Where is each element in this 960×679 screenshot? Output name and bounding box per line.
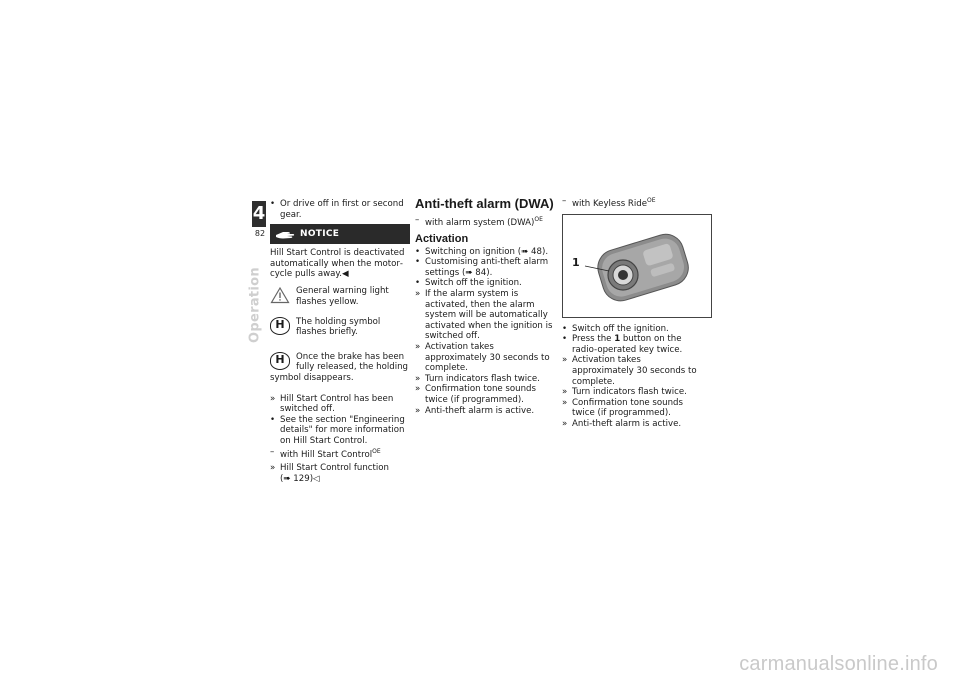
figure-callout: 1 [572,255,580,269]
list-item: • Or drive off in first or second gear. [270,199,404,220]
column-1 [270,199,410,484]
list-item: • Switch off the ignition. [562,323,669,334]
section-title: Anti-theft alarm (DWA) [415,196,554,211]
hand-icon [274,228,296,240]
list-item: • Switch off the ignition. [415,278,522,289]
end-marker-icon: ◀ [341,269,349,280]
chapter-title-vertical [243,267,267,343]
symbol-text-continued: symbol disappears. [270,372,354,383]
symbol-text: The holding symbol flashes briefly. [296,316,381,338]
watermark: carmanualsonline.info [739,653,938,675]
notice-text: Hill Start Control is deactivated automatically when the motorcycle pulls away. [270,248,405,280]
list-item: • Customising anti-theft alarm settings (➠ 84). [415,257,549,278]
key-figure [562,214,712,318]
symbol-row-warning [270,286,410,308]
radio-key-icon [563,215,711,317]
list-item: » Confirmation tone sounds twice (if programmed). [562,397,683,419]
condition-line: – with Hill Start Control$^{OE}$ [270,446,381,460]
list-item: » Activation takes approximately 30 seconds to complete. [562,355,697,387]
list-item: » Turn indicators flash twice. [415,373,540,384]
column-3 [562,196,702,430]
subsection-title: Activation [415,232,469,245]
symbol-text: General warning light flashes yellow. [296,285,389,307]
symbol-text: Once the brake has been fully released, the holding [296,351,408,373]
list-item: • See the section "Engineering details" for more information on Hill Start Control. [270,414,405,446]
notice-label: NOTICE [300,228,340,239]
warning-triangle-icon [270,286,292,308]
page-number: 82 [254,229,266,238]
column-2 [415,196,555,416]
condition-line: – with alarm system (DWA)$^{OE}$ [415,215,543,228]
list-item: » Hill Start Control has been switched off. [270,393,394,415]
list-item: » Activation takes approximately 30 seconds to complete. [415,341,550,374]
chapter-title: Operation [247,267,263,343]
list-item: » Anti-theft alarm is active. [562,418,682,429]
symbol-row-hold [270,317,410,338]
list-item: » Turn indicators flash twice. [562,387,687,398]
list-item: » Confirmation tone sounds twice (if programmed). [415,384,536,405]
symbol-row-hold-release [270,352,410,373]
function-ref: » Hill Start Control function (➠ 129)◁ [270,463,389,484]
condition-line: – with Keyless Ride$^{OE}$ [562,196,656,209]
notice-bar [270,224,410,244]
chapter-number: 4 [252,201,266,227]
hill-hold-icon: H [270,317,290,335]
list-item: • Switching on ignition (➠ 48). [415,246,549,257]
list-item: » If the alarm system is activated, then the alarm system will be automatically activated when the ignition is switched off. [415,288,553,342]
hill-hold-icon: H [270,352,290,370]
list-item: » Anti-theft alarm is active. [415,405,535,416]
list-item: • Press the 1 button on the radio-operated key twice. [562,334,683,355]
